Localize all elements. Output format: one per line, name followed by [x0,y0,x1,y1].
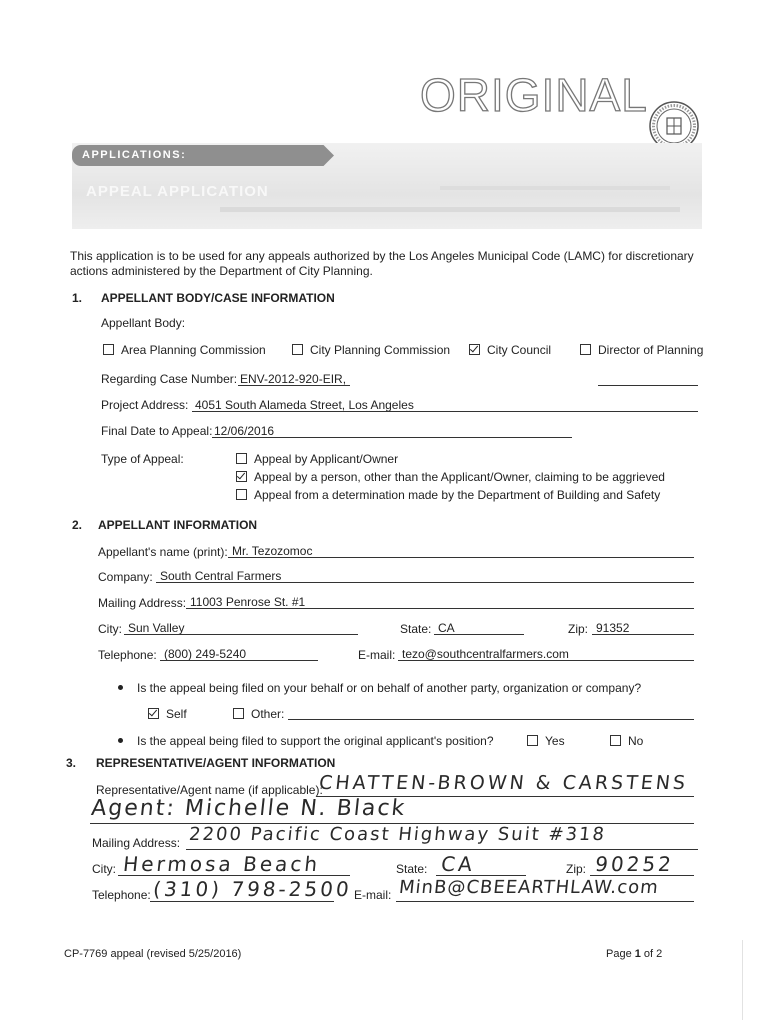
email-line [398,660,694,661]
company-line [156,582,694,583]
checkbox-icon [610,735,621,746]
type-of-appeal-label: Type of Appeal: [101,452,184,466]
zip-label: Zip: [568,622,589,636]
banner-title: APPEAL APPLICATION [86,183,269,200]
rep-zip-value[interactable]: 90252 [594,852,676,876]
rep-city-label: City: [92,862,116,876]
rep-email-line [396,901,694,902]
rep-city-value[interactable]: Hermosa Beach [122,852,322,876]
banner-faded-text [440,186,670,190]
section-number: 2. [72,518,83,532]
case-number-value[interactable]: ENV-2012-920-EIR, [240,372,347,386]
section-number: 1. [72,291,83,305]
rep-city-line [118,875,350,876]
rep-state-label: State: [396,862,428,876]
zip-value[interactable]: 91352 [596,621,630,635]
rep-telephone-line [150,901,334,902]
form-id: CP-7769 appeal (revised 5/25/2016) [64,948,242,960]
mailing-address-value[interactable]: 11003 Penrose St. #1 [190,595,306,609]
body-director-planning[interactable]: Director of Planning [580,343,703,357]
project-address-value[interactable]: 4051 South Alameda Street, Los Angeles [195,398,414,412]
city-value[interactable]: Sun Valley [128,621,185,635]
rep-zip-line [590,875,694,876]
appellant-name-label: Appellant's name (print): [98,545,228,559]
checkbox-icon [236,471,247,482]
checkbox-icon [236,453,247,464]
company-label: Company: [98,570,153,584]
bullet-icon [118,738,123,743]
rep-mailing-value[interactable]: 2200 Pacific Coast Highway Suit #318 [188,824,607,845]
final-date-label: Final Date to Appeal: [101,424,213,438]
email-value[interactable]: tezo@southcentralfarmers.com [402,647,569,661]
city-line [124,634,358,635]
rep-zip-label: Zip: [566,862,587,876]
state-label: State: [400,622,432,636]
section-title: APPELLANT BODY/CASE INFORMATION [101,291,335,305]
state-value[interactable]: CA [438,621,455,635]
self-checkbox[interactable]: Self [148,707,187,721]
rep-name-label: Representative/Agent name (if applicable): [96,783,323,797]
body-city-council[interactable]: City Council [469,343,551,357]
other-line [288,719,694,720]
telephone-label: Telephone: [98,648,157,662]
original-stamp: ORIGINAL [420,69,648,121]
banner-tab-label: APPLICATIONS: [82,149,187,161]
bullet-icon [118,685,123,690]
checkbox-icon [292,344,303,355]
telephone-value[interactable]: (800) 249-5240 [164,647,247,661]
section-title: APPELLANT INFORMATION [98,518,258,532]
rep-telephone-value[interactable]: (310) 798-2500 [152,877,353,901]
checkbox-icon [233,708,244,719]
zip-line [592,634,694,635]
city-label: City: [98,622,122,636]
type-applicant-owner[interactable]: Appeal by Applicant/Owner [236,452,398,466]
rep-state-value[interactable]: CA [440,852,477,876]
checkbox-icon [527,735,538,746]
email-label: E-mail: [358,648,396,662]
checkbox-icon [469,344,480,355]
company-value[interactable]: South Central Farmers [160,569,282,583]
page-indicator: Page 1 of 2 [606,948,663,960]
body-city-planning[interactable]: City Planning Commission [292,343,450,357]
final-date-value[interactable]: 12/06/2016 [214,424,275,438]
rep-mailing-line [186,849,698,850]
checkbox-icon [103,344,114,355]
checkbox-icon [236,489,247,500]
appellant-body-label: Appellant Body: [101,316,186,330]
question-support: Is the appeal being filed to support the original applicant's position? [118,734,494,748]
banner-faded-text [220,207,680,212]
rep-state-line [436,875,526,876]
case-number-label: Regarding Case Number: [101,372,238,386]
project-address-label: Project Address: [101,398,189,412]
case-number-line-2 [598,385,698,386]
project-address-line [192,411,698,412]
rep-email-label: E-mail: [354,888,392,902]
mailing-address-line [186,608,694,609]
final-date-line [212,437,572,438]
section-number: 3. [66,756,77,770]
no-checkbox[interactable]: No [610,734,643,748]
rep-email-value[interactable]: MinB@CBEEARTHLAW.com [398,877,660,898]
rep-mailing-label: Mailing Address: [92,836,181,850]
mailing-address-label: Mailing Address: [98,596,187,610]
rep-name-value[interactable]: CHATTEN-BROWN & CARSTENS [318,772,690,794]
other-checkbox[interactable]: Other: [233,707,284,721]
appellant-name-line [228,557,694,558]
body-area-planning[interactable]: Area Planning Commission [103,343,266,357]
checkbox-icon [580,344,591,355]
appellant-name-value[interactable]: Mr. Tezozomoc [232,544,313,558]
telephone-line [160,660,318,661]
agent-name-handwritten[interactable]: Agent: Michelle N. Black [90,796,408,821]
section-title: REPRESENTATIVE/AGENT INFORMATION [96,756,336,770]
rep-telephone-label: Telephone: [92,888,151,902]
type-building-safety[interactable]: Appeal from a determination made by the Department of Building and Safety [236,488,660,502]
case-number-line [238,385,350,386]
question-behalf: Is the appeal being filed on your behalf or on behalf of another party, organization or company? [118,681,641,695]
state-line [434,634,524,635]
scan-edge [742,940,743,1020]
intro-text: This application is to be used for any appeals authorized by the Los Angeles Municipal Code (LAMC) for discretionary actions administered by the Department of City Planning. [70,249,694,278]
yes-checkbox[interactable]: Yes [527,734,565,748]
checkbox-icon [148,708,159,719]
type-aggrieved-person[interactable]: Appeal by a person, other than the Applicant/Owner, claiming to be aggrieved [236,470,665,484]
